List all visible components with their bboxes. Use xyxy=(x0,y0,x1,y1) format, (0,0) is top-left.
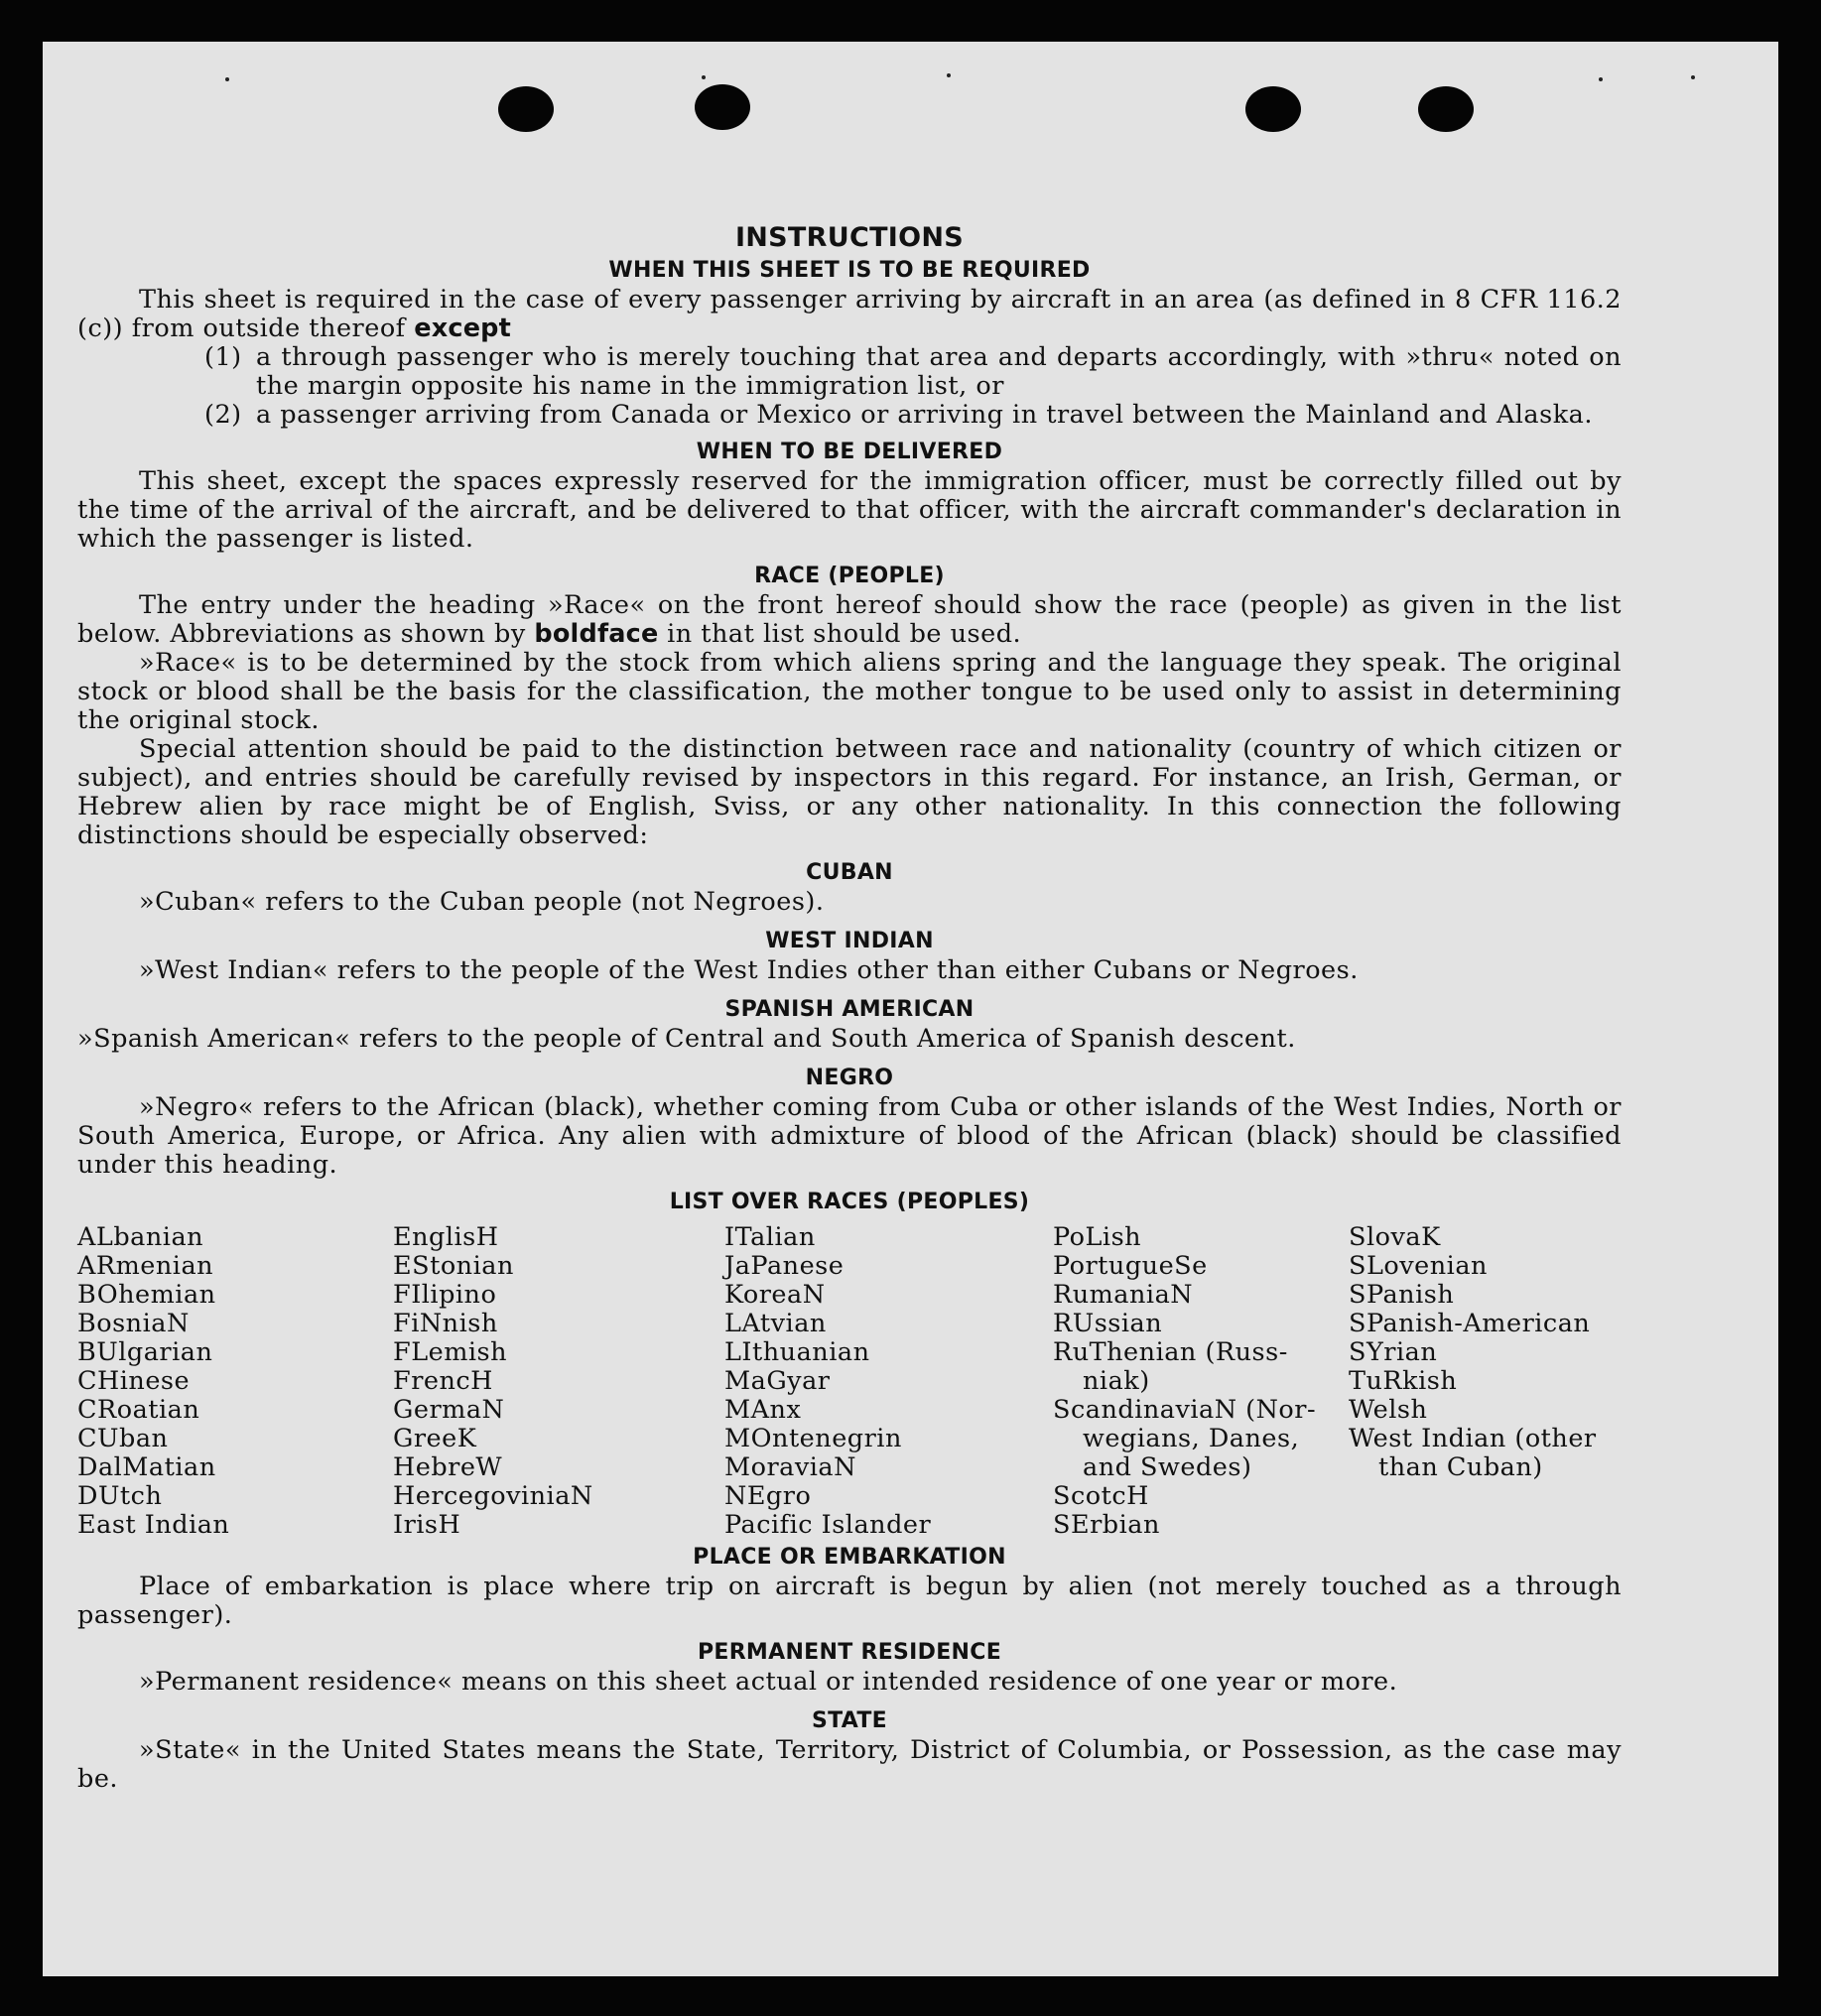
spanish-american-text: »Spanish American« refers to the people of Central and South America of Spanish descent. xyxy=(77,1024,1296,1054)
dust-speck xyxy=(1691,75,1695,79)
races-column xyxy=(1053,1223,1316,1540)
race-entry: East Indian xyxy=(77,1510,230,1540)
race-entry: RUssian xyxy=(1053,1309,1163,1338)
race-entry: DalMatian xyxy=(77,1452,216,1482)
section-heading-negro: NEGRO xyxy=(805,1066,894,1090)
race-entry: ARmenian xyxy=(77,1251,214,1281)
race-entry: SPanish-American xyxy=(1349,1309,1591,1338)
list-item xyxy=(204,343,1622,401)
race-entry: FiNnish xyxy=(393,1309,498,1338)
boldface-bold: boldface xyxy=(534,619,659,649)
race-entry: MOntenegrin xyxy=(724,1424,902,1453)
dust-speck xyxy=(702,75,706,79)
race-entry: SLovenian xyxy=(1349,1251,1488,1281)
punch-hole xyxy=(1245,86,1301,132)
race-entry: RumaniaN xyxy=(1053,1280,1194,1310)
race-entry: HebreW xyxy=(393,1452,503,1482)
race-entry: RuThenian (Russ- xyxy=(1053,1337,1288,1367)
except-bold: except xyxy=(414,314,512,343)
section-heading-required: WHEN THIS SHEET IS TO BE REQUIRED xyxy=(608,258,1091,283)
race-entry: BosniaN xyxy=(77,1309,190,1338)
race-entry: BUlgarian xyxy=(77,1337,213,1367)
race-entry: LIthuanian xyxy=(724,1337,870,1367)
race-paragraph-1: The entry under the heading »Race« on the front hereof should show the race (people) as given in the list below. Abbreviations as shown by boldface in that list should be used. xyxy=(77,590,1622,649)
section-heading-races-list: LIST OVER RACES (PEOPLES) xyxy=(669,1190,1030,1214)
race-entry: LAtvian xyxy=(724,1309,827,1338)
race-entry: BOhemian xyxy=(77,1280,216,1310)
race-entry: West Indian (other xyxy=(1349,1424,1597,1453)
dust-speck xyxy=(1599,77,1603,81)
race-entry: than Cuban) xyxy=(1378,1452,1543,1482)
race-entry: DUtch xyxy=(77,1481,163,1511)
delivered-text: This sheet, except the spaces expressly reserved for the immigration officer, must be correctly filled out by the time of the arrival of the aircraft, and be delivered to that officer, with the aircraft commander's declaration in which the passenger is listed. xyxy=(77,466,1622,554)
race-entry: FrencH xyxy=(393,1366,493,1396)
residence-text: »Permanent residence« means on this sheet actual or intended residence of one year or more. xyxy=(139,1667,1398,1697)
races-column xyxy=(1349,1223,1597,1482)
race-entry: CUban xyxy=(77,1424,169,1453)
race-entry: ITalian xyxy=(724,1222,816,1252)
dust-speck xyxy=(225,77,229,81)
section-heading-residence: PERMANENT RESIDENCE xyxy=(697,1640,1002,1665)
page-title: INSTRUCTIONS xyxy=(734,222,965,253)
races-list xyxy=(77,1223,1622,1543)
punch-hole xyxy=(695,84,750,130)
race-entry: SlovaK xyxy=(1349,1222,1441,1252)
race-entry: MAnx xyxy=(724,1395,802,1425)
race-entry: PoLish xyxy=(1053,1222,1142,1252)
punch-hole xyxy=(498,86,554,132)
race-entry: EStonian xyxy=(393,1251,514,1281)
negro-text: »Negro« refers to the African (black), whether coming from Cuba or other islands of the West Indies, North or South America, Europe, or Africa. Any alien with admixture of blood of the African (black) should be classified under this heading. xyxy=(77,1092,1622,1180)
race-entry: TuRkish xyxy=(1349,1366,1458,1396)
race-entry: GreeK xyxy=(393,1424,477,1453)
race-entry: and Swedes) xyxy=(1083,1452,1252,1482)
section-heading-race: RACE (PEOPLE) xyxy=(754,564,945,588)
race-paragraph-2: »Race« is to be determined by the stock from which aliens spring and the language they speak. The original stock or blood shall be the basis for the classification, the mother tongue to be used only to assist in determining the original stock. xyxy=(77,648,1622,735)
race-entry: HercegoviniaN xyxy=(393,1481,593,1511)
west-indian-text: »West Indian« refers to the people of the West Indies other than either Cubans or Negroes. xyxy=(139,955,1359,985)
dust-speck xyxy=(947,73,951,77)
section-heading-embarkation: PLACE OR EMBARKATION xyxy=(693,1545,1006,1570)
race-entry: niak) xyxy=(1083,1366,1150,1396)
races-column xyxy=(77,1223,229,1540)
race-entry: wegians, Danes, xyxy=(1083,1424,1300,1453)
race-entry: PortugueSe xyxy=(1053,1251,1208,1281)
race-entry: ScandinaviaN (Nor- xyxy=(1053,1395,1317,1425)
race-entry: Pacific Islander xyxy=(724,1510,932,1540)
race-entry: CHinese xyxy=(77,1366,191,1396)
section-heading-west-indian: WEST INDIAN xyxy=(765,929,934,953)
item-number: (2) xyxy=(204,400,242,430)
instructions-content xyxy=(77,181,1622,1794)
item-text: a through passenger who is merely touching that area and departs accordingly, with »thru« noted on the margin opposite his name in the immigration list, or xyxy=(256,342,1622,401)
section-heading-delivered: WHEN TO BE DELIVERED xyxy=(696,440,1003,464)
cuban-text: »Cuban« refers to the Cuban people (not Negroes). xyxy=(139,887,825,917)
race-entry: JaPanese xyxy=(724,1251,845,1281)
race-entry: FLemish xyxy=(393,1337,508,1367)
race-entry: SYrian xyxy=(1349,1337,1438,1367)
state-text: »State« in the United States means the State, Territory, District of Columbia, or Possession, as the case may be. xyxy=(77,1735,1622,1794)
race-entry: EnglisH xyxy=(393,1222,499,1252)
race-entry: MoraviaN xyxy=(724,1452,856,1482)
races-column xyxy=(724,1223,931,1540)
race-entry: Welsh xyxy=(1349,1395,1428,1425)
race-entry: SPanish xyxy=(1349,1280,1455,1310)
race-entry: ALbanian xyxy=(77,1222,204,1252)
embarkation-text: Place of embarkation is place where trip on aircraft is begun by alien (not merely touched as a through passenger). xyxy=(77,1572,1622,1630)
race-entry: FIlipino xyxy=(393,1280,497,1310)
punch-hole xyxy=(1418,86,1474,132)
document-sheet xyxy=(43,42,1778,1976)
race-entry: CRoatian xyxy=(77,1395,200,1425)
race-entry: SErbian xyxy=(1053,1510,1160,1540)
item-text: a passenger arriving from Canada or Mexico or arriving in travel between the Mainland and Alaska. xyxy=(256,400,1593,430)
race-entry: ScotcH xyxy=(1053,1481,1149,1511)
race-entry: MaGyar xyxy=(724,1366,831,1396)
section-heading-state: STATE xyxy=(812,1708,887,1733)
list-item xyxy=(204,401,1622,430)
required-intro: This sheet is required in the case of every passenger arriving by aircraft in an area (as defined in 8 CFR 116.2 (c)) from outside thereof except xyxy=(77,285,1622,343)
item-number: (1) xyxy=(204,342,242,372)
race-entry: KoreaN xyxy=(724,1280,826,1310)
races-column xyxy=(393,1223,593,1540)
race-entry: GermaN xyxy=(393,1395,505,1425)
race-entry: IrisH xyxy=(393,1510,461,1540)
section-heading-spanish-american: SPANISH AMERICAN xyxy=(724,997,975,1022)
race-paragraph-3: Special attention should be paid to the distinction between race and nationality (country of which citizen or subject), and entries should be carefully revised by inspectors in this regard. For instance, an Irish, German, or Hebrew alien by race might be of English, Sviss, or any other nationality. In this connection the following distinctions should be especially observed: xyxy=(77,734,1622,850)
section-heading-cuban: CUBAN xyxy=(806,860,893,885)
race-entry: NEgro xyxy=(724,1481,812,1511)
